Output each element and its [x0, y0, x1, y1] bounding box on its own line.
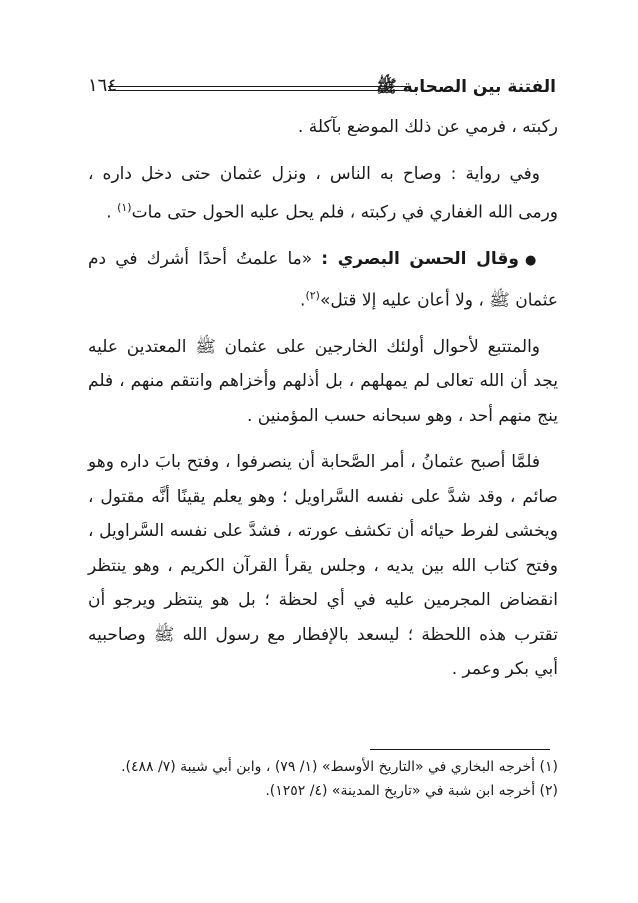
main-text [88, 110, 558, 699]
quoted-speaker: وقال الحسن البصري : [321, 249, 519, 270]
footnote-ref-1: (١) [117, 201, 132, 214]
footnote-divider [370, 749, 550, 750]
paragraph-2-text: وفي رواية : وصاح به الناس ، ونزل عثمان حتى دخل داره ، ورمى الله الغفاري في ركبته ، فلم يحل عليه الحول حتى مات [88, 163, 558, 223]
footnotes [88, 755, 558, 803]
paragraph-2-end: . [106, 202, 118, 223]
paragraph-4: والمتتبع لأحوال أولئك الخارجين على عثمان ﷺ المعتدين عليه يجد أن الله تعالى لم يمهلهم ، بل أذلهم وأخزاهم وانتقم منهم ، فلم ينج منهم أحد ، وهو سبحانه حسب المؤمنين . [88, 336, 558, 426]
header-rule-second [108, 90, 410, 91]
paragraph-3 [88, 242, 558, 318]
bullet-icon: ● [524, 253, 540, 269]
running-title: الفتنة بين الصحابة ﷺ [376, 77, 556, 97]
footnote-ref-2: (٢) [305, 288, 320, 302]
paragraph-3-end: . [300, 290, 306, 311]
header-rule [108, 86, 410, 87]
page-header [88, 74, 556, 104]
quote-text: «ما علمتُ أحدًا أشرك في دم عثمان ﷺ ، ولا أعان عليه إلا قتل» [88, 249, 558, 311]
paragraph-1: ركبته ، فرمي عن ذلك الموضع بآكلة . [297, 117, 558, 137]
footnote-1: (١) أخرجه البخاري في «التاريخ الأوسط» (١/ ٧٩) ، وابن أبي شيبة (٧/ ٤٨٨). [121, 759, 558, 775]
paragraph-2 [88, 157, 558, 231]
paragraph-5: فلمَّا أصبح عثمانُ ، أمر الصَّحابة أن ينصرفوا ، وفتح بابَ داره وهو صائم ، وقد شدَّ على نفسه السَّراويل ؛ وهو يعلم يقينًا أنَّه مقتول ، ويخشى لفرط حيائه أن تكشف عورته ، فشدَّ على نفسه السَّراويل ، وفتح كتاب الله بين يديه ، وجلس يقرأ القرآن الكريم ، وهو ينتظر انقضاض المجرمين عليه في أي لحظة ؛ بل هو ينتظر ويرجو أن تقترب هذه اللحظة ؛ ليسعد بالإفطار مع رسول الله ﷺ وصاحبيه أبي بكر وعمر . [88, 452, 558, 680]
page-number: ١٦٤ [88, 75, 118, 96]
footnote-2: (٢) أخرجه ابن شبة في «تاريخ المدينة» (٤/ ١٢٥٢). [265, 783, 558, 799]
